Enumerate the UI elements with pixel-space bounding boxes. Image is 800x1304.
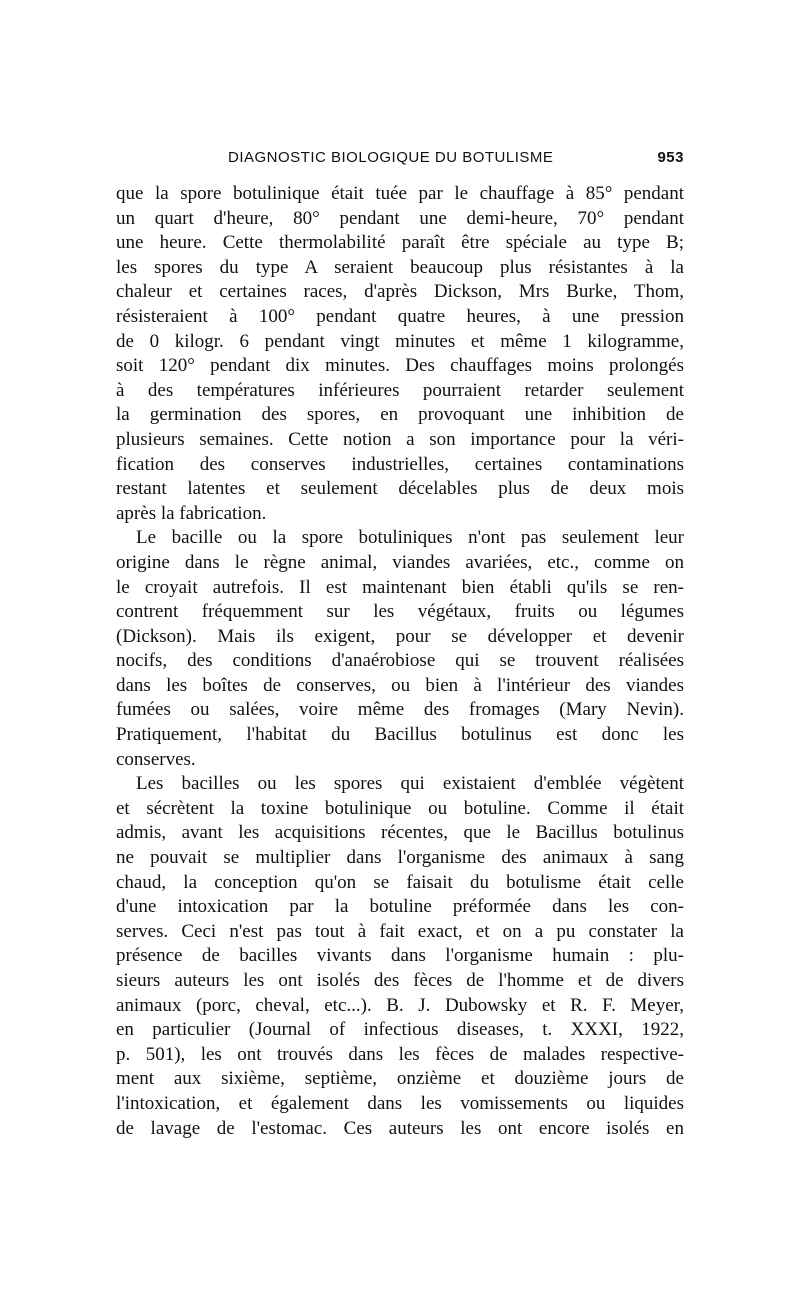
text-line: p. 501), les ont trouvés dans les fèces de malades respective- — [116, 1043, 684, 1065]
text-line: Pratiquement, l'habitat du Bacillus botulinus est donc les — [116, 724, 684, 746]
running-title: DIAGNOSTIC BIOLOGIQUE DU BOTULISME — [228, 149, 554, 166]
text-line: (Dickson). Mais ils exigent, pour se développer et devenir — [116, 625, 684, 647]
paragraph — [116, 526, 684, 772]
book-page — [116, 146, 684, 1141]
text-line: résisteraient à 100° pendant quatre heures, à une pression — [116, 305, 684, 327]
text-line: à des températures inférieures pourraient retarder seulement — [116, 379, 684, 401]
text-line: contrent fréquemment sur les végétaux, fruits ou légumes — [116, 601, 684, 623]
text-line: ment aux sixième, septième, onzième et douzième jours de — [116, 1068, 684, 1090]
text-line: origine dans le règne animal, viandes avariées, etc., comme on — [116, 551, 684, 573]
text-line: soit 120° pendant dix minutes. Des chauffages moins prolongés — [116, 355, 684, 377]
text-line: conserves. — [116, 748, 196, 770]
text-line: ne pouvait se multiplier dans l'organisme des animaux à sang — [116, 847, 684, 869]
text-line: fumées ou salées, voire même des fromages (Mary Nevin). — [116, 699, 684, 721]
text-line: sieurs auteurs les ont isolés des fèces de l'homme et de divers — [116, 970, 684, 991]
text-line: et sécrètent la toxine botulinique ou botuline. Comme il était — [116, 797, 684, 819]
text-line: restant latentes et seulement décelables plus de deux mois — [116, 478, 684, 500]
text-line: chaleur et certaines races, d'après Dickson, Mrs Burke, Thom, — [116, 281, 684, 303]
paragraph — [116, 772, 684, 1141]
text-line: Le bacille ou la spore botuliniques n'ont pas seulement leur — [136, 527, 684, 549]
body-text — [116, 182, 684, 1141]
text-line: la germination des spores, en provoquant une inhibition de — [116, 404, 684, 426]
text-line: plusieurs semaines. Cette notion a son importance pour la véri- — [116, 428, 684, 450]
text-line: animaux (porc, cheval, etc...). B. J. Dubowsky et R. F. Meyer, — [116, 994, 684, 1016]
text-line: le croyait autrefois. Il est maintenant bien établi qu'ils se ren- — [116, 576, 684, 598]
text-line: Les bacilles ou les spores qui existaient d'emblée végètent — [136, 773, 684, 795]
paragraph — [116, 182, 684, 526]
text-line: une heure. Cette thermolabilité paraît être spéciale au type B; — [116, 232, 684, 254]
text-line: admis, avant les acquisitions récentes, que le Bacillus botulinus — [116, 822, 684, 844]
text-line: en particulier (Journal of infectious diseases, t. XXXI, 1922, — [116, 1019, 684, 1041]
running-head — [116, 146, 684, 172]
text-line: les spores du type A seraient beaucoup plus résistantes à la — [116, 256, 684, 278]
text-line: serves. Ceci n'est pas tout à fait exact, et on a pu constater la — [116, 920, 684, 942]
text-line: que la spore botulinique était tuée par le chauffage à 85° pendant — [116, 183, 684, 204]
text-line: l'intoxication, et également dans les vomissements ou liquides — [116, 1092, 684, 1114]
text-line: d'une intoxication par la botuline préformée dans les con- — [116, 896, 684, 918]
text-line: présence de bacilles vivants dans l'organisme humain : plu- — [116, 945, 684, 967]
page-number: 953 — [657, 149, 684, 166]
text-line: nocifs, des conditions d'anaérobiose qui se trouvent réalisées — [116, 650, 684, 672]
text-line: de lavage de l'estomac. Ces auteurs les ont encore isolés en — [116, 1117, 684, 1139]
text-line: dans les boîtes de conserves, ou bien à l'intérieur des viandes — [116, 674, 684, 696]
text-line: après la fabrication. — [116, 502, 267, 524]
text-line: de 0 kilogr. 6 pendant vingt minutes et même 1 kilogramme, — [116, 330, 684, 352]
text-line: fication des conserves industrielles, certaines contaminations — [116, 453, 684, 475]
text-line: un quart d'heure, 80° pendant une demi-heure, 70° pendant — [116, 207, 684, 229]
text-line: chaud, la conception qu'on se faisait du botulisme était celle — [116, 871, 684, 893]
